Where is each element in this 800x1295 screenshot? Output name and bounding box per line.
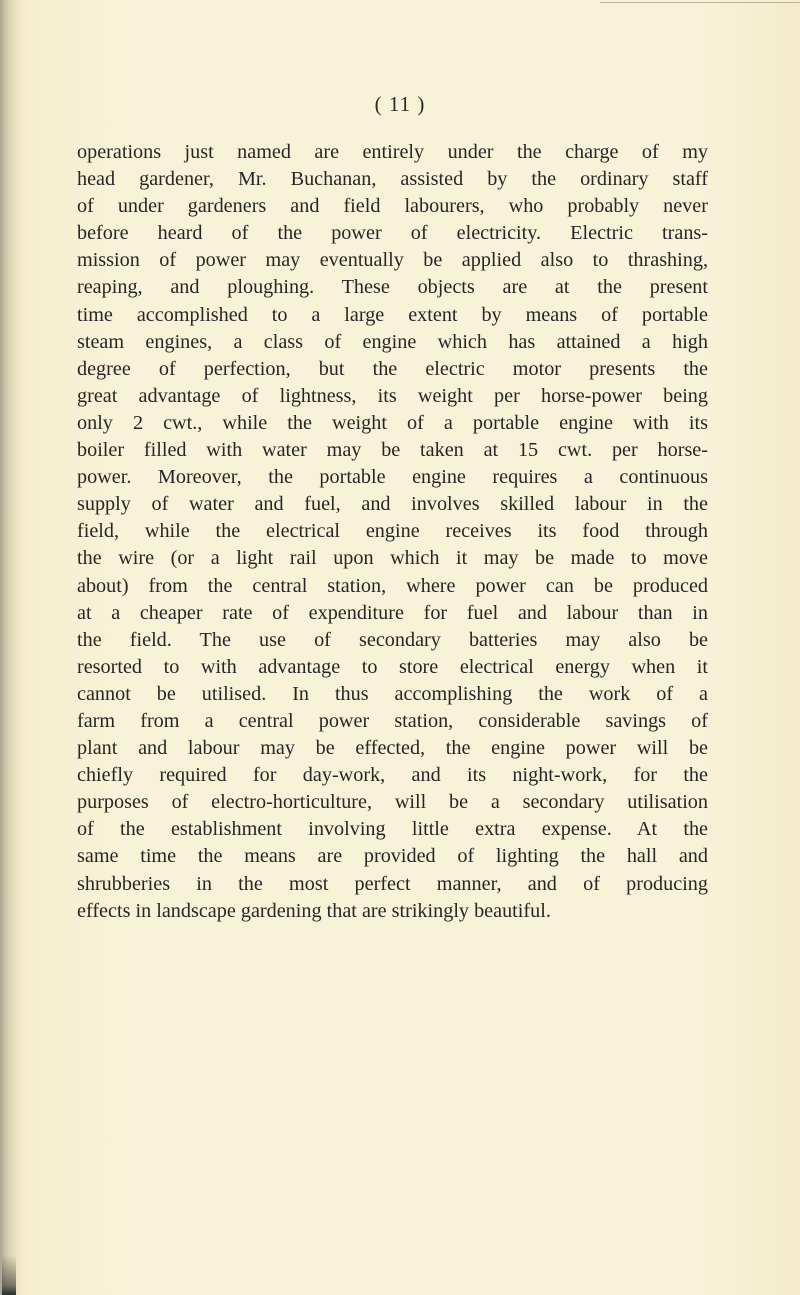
text-line: time accomplished to a large extent by means of portable	[77, 303, 708, 326]
text-line: the field. The use of secondary batteries may also be	[77, 628, 708, 651]
text-line: reaping, and ploughing. These objects are at the present	[77, 276, 708, 299]
text-line: only 2 cwt., while the weight of a portable engine with its	[77, 411, 708, 434]
text-line: at a cheaper rate of expenditure for fuel and labour than in	[77, 601, 708, 624]
text-line: supply of water and fuel, and involves skilled labour in the	[77, 493, 708, 516]
text-line: of the establishment involving little extra expense. At the	[77, 818, 708, 841]
text-line: before heard of the power of electricity. Electric trans-	[77, 222, 708, 245]
text-line: head gardener, Mr. Buchanan, assisted by the ordinary staff	[77, 168, 708, 191]
text-line: farm from a central power station, considerable savings of	[77, 709, 708, 732]
text-line: effects in landscape gardening that are strikingly beautiful.	[77, 899, 551, 922]
page-top-edge	[600, 2, 800, 3]
text-line: purposes of electro-horticulture, will be a secondary utilisation	[77, 791, 708, 814]
text-line: of under gardeners and field labourers, who probably never	[77, 195, 708, 218]
text-line: operations just named are entirely under the charge of my	[77, 141, 708, 163]
text-line: about) from the central station, where power can be produced	[77, 574, 708, 597]
text-line: field, while the electrical engine receives its food through	[77, 520, 708, 543]
text-line: steam engines, a class of engine which has attained a high	[77, 330, 708, 353]
text-line: degree of perfection, but the electric motor presents the	[77, 357, 708, 380]
page-binding-edge	[0, 0, 22, 1295]
text-line: mission of power may eventually be applied also to thrashing,	[77, 249, 708, 272]
text-line: same time the means are provided of lighting the hall and	[77, 845, 708, 868]
page-number: ( 11 )	[374, 92, 426, 116]
text-line: shrubberies in the most perfect manner, and of producing	[77, 872, 708, 895]
text-line: power. Moreover, the portable engine requires a continuous	[77, 466, 708, 489]
text-line: the wire (or a light rail upon which it may be made to move	[77, 547, 708, 570]
text-line: cannot be utilised. In thus accomplishing the work of a	[77, 682, 708, 705]
text-line: boiler filled with water may be taken at 15 cwt. per horse-	[77, 439, 708, 462]
page-corner-shadow	[2, 1255, 16, 1295]
text-line: chiefly required for day-work, and its night-work, for the	[77, 764, 708, 787]
text-line: plant and labour may be effected, the engine power will be	[77, 737, 708, 760]
text-line: resorted to with advantage to store electrical energy when it	[77, 655, 708, 678]
body-paragraph	[77, 139, 708, 925]
text-line: great advantage of lightness, its weight per horse-power being	[77, 384, 708, 407]
